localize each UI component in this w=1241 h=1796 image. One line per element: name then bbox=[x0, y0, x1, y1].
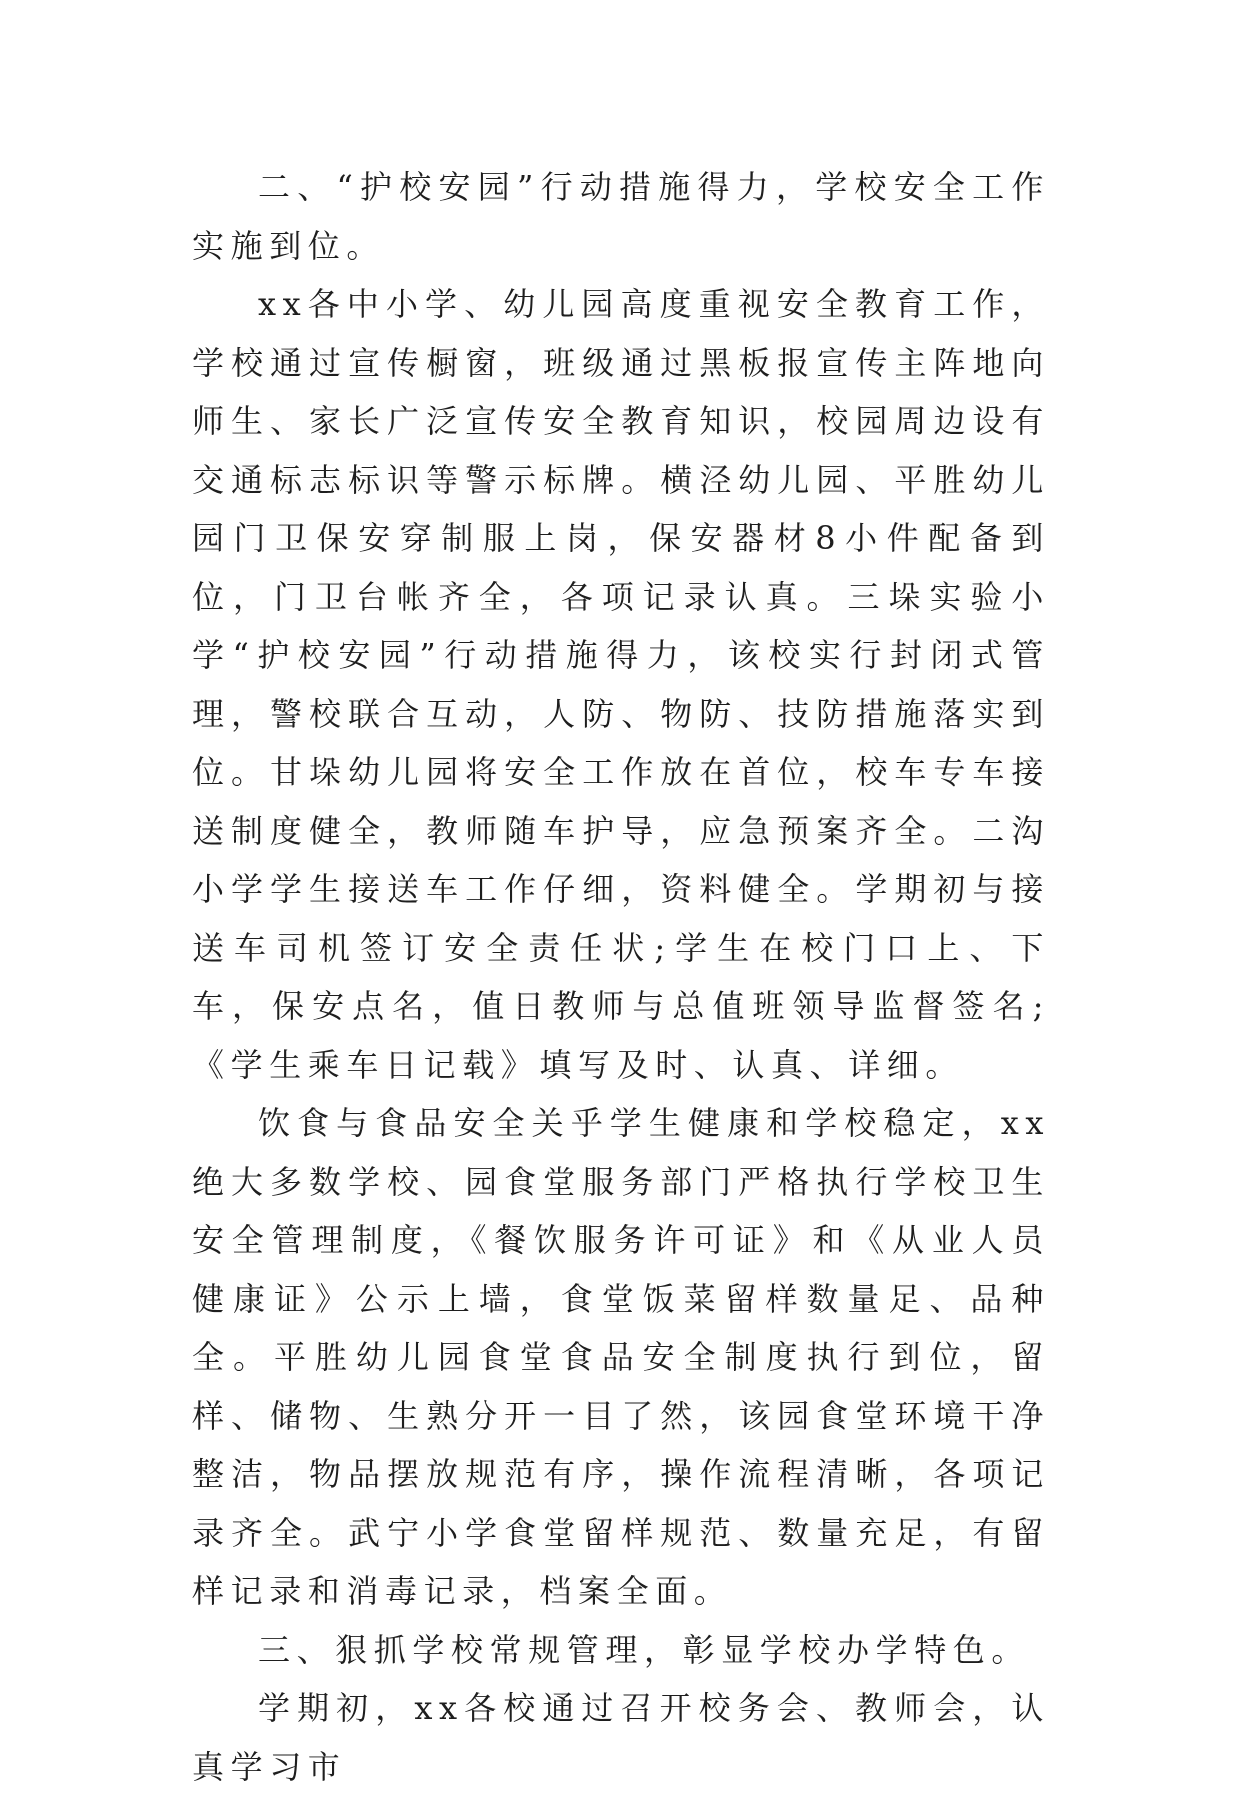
paragraph-safety-education: xx各中小学、幼儿园高度重视安全教育工作，学校通过宣传橱窗，班级通过黑板报宣传主阵地向师生、家长广泛宣传安全教育知识，校园周边设有交通标志标识等警示标牌。横泾幼儿园、平胜幼儿园门卫保安穿制服上岗，保安器材8小件配备到位，门卫台帐齐全，各项记录认真。三垛实验小学“护校安园”行动措施得力，该校实行封闭式管理，警校联合互动，人防、物防、技防措施落实到位。甘垛幼儿园将安全工作放在首位，校车专车接送制度健全，教师随车护导，应急预案齐全。二沟小学学生接送车工作仔细，资料健全。学期初与接送车司机签订安全责任状;学生在校门口上、下车，保安点名，值日教师与总值班领导监督签名;《学生乘车日记载》填写及时、认真、详细。 bbox=[192, 285, 1050, 1084]
section-heading-3: 三、狠抓学校常规管理，彰显学校办学特色。 bbox=[258, 1630, 1031, 1669]
paragraph-term-start: 学期初，xx各校通过召开校务会、教师会，认真学习市 bbox=[192, 1689, 1050, 1786]
paragraph-food-safety: 饮食与食品安全关乎学生健康和学校稳定，xx绝大多数学校、园食堂服务部门严格执行学校卫生安全管理制度，《餐饮服务许可证》和《从业人员健康证》公示上墙，食堂饭菜留样数量足、品种全。平胜幼儿园食堂食品安全制度执行到位，留样、储物、生熟分开一目了然，该园食堂环境干净整洁，物品摆放规范有序，操作流程清晰，各项记录齐全。武宁小学食堂留样规范、数量充足，有留样记录和消毒记录，档案全面。 bbox=[192, 1104, 1050, 1610]
section-heading-2: 二、“护校安园”行动措施得力，学校安全工作实施到位。 bbox=[192, 168, 1050, 265]
document-body bbox=[192, 158, 1050, 1796]
